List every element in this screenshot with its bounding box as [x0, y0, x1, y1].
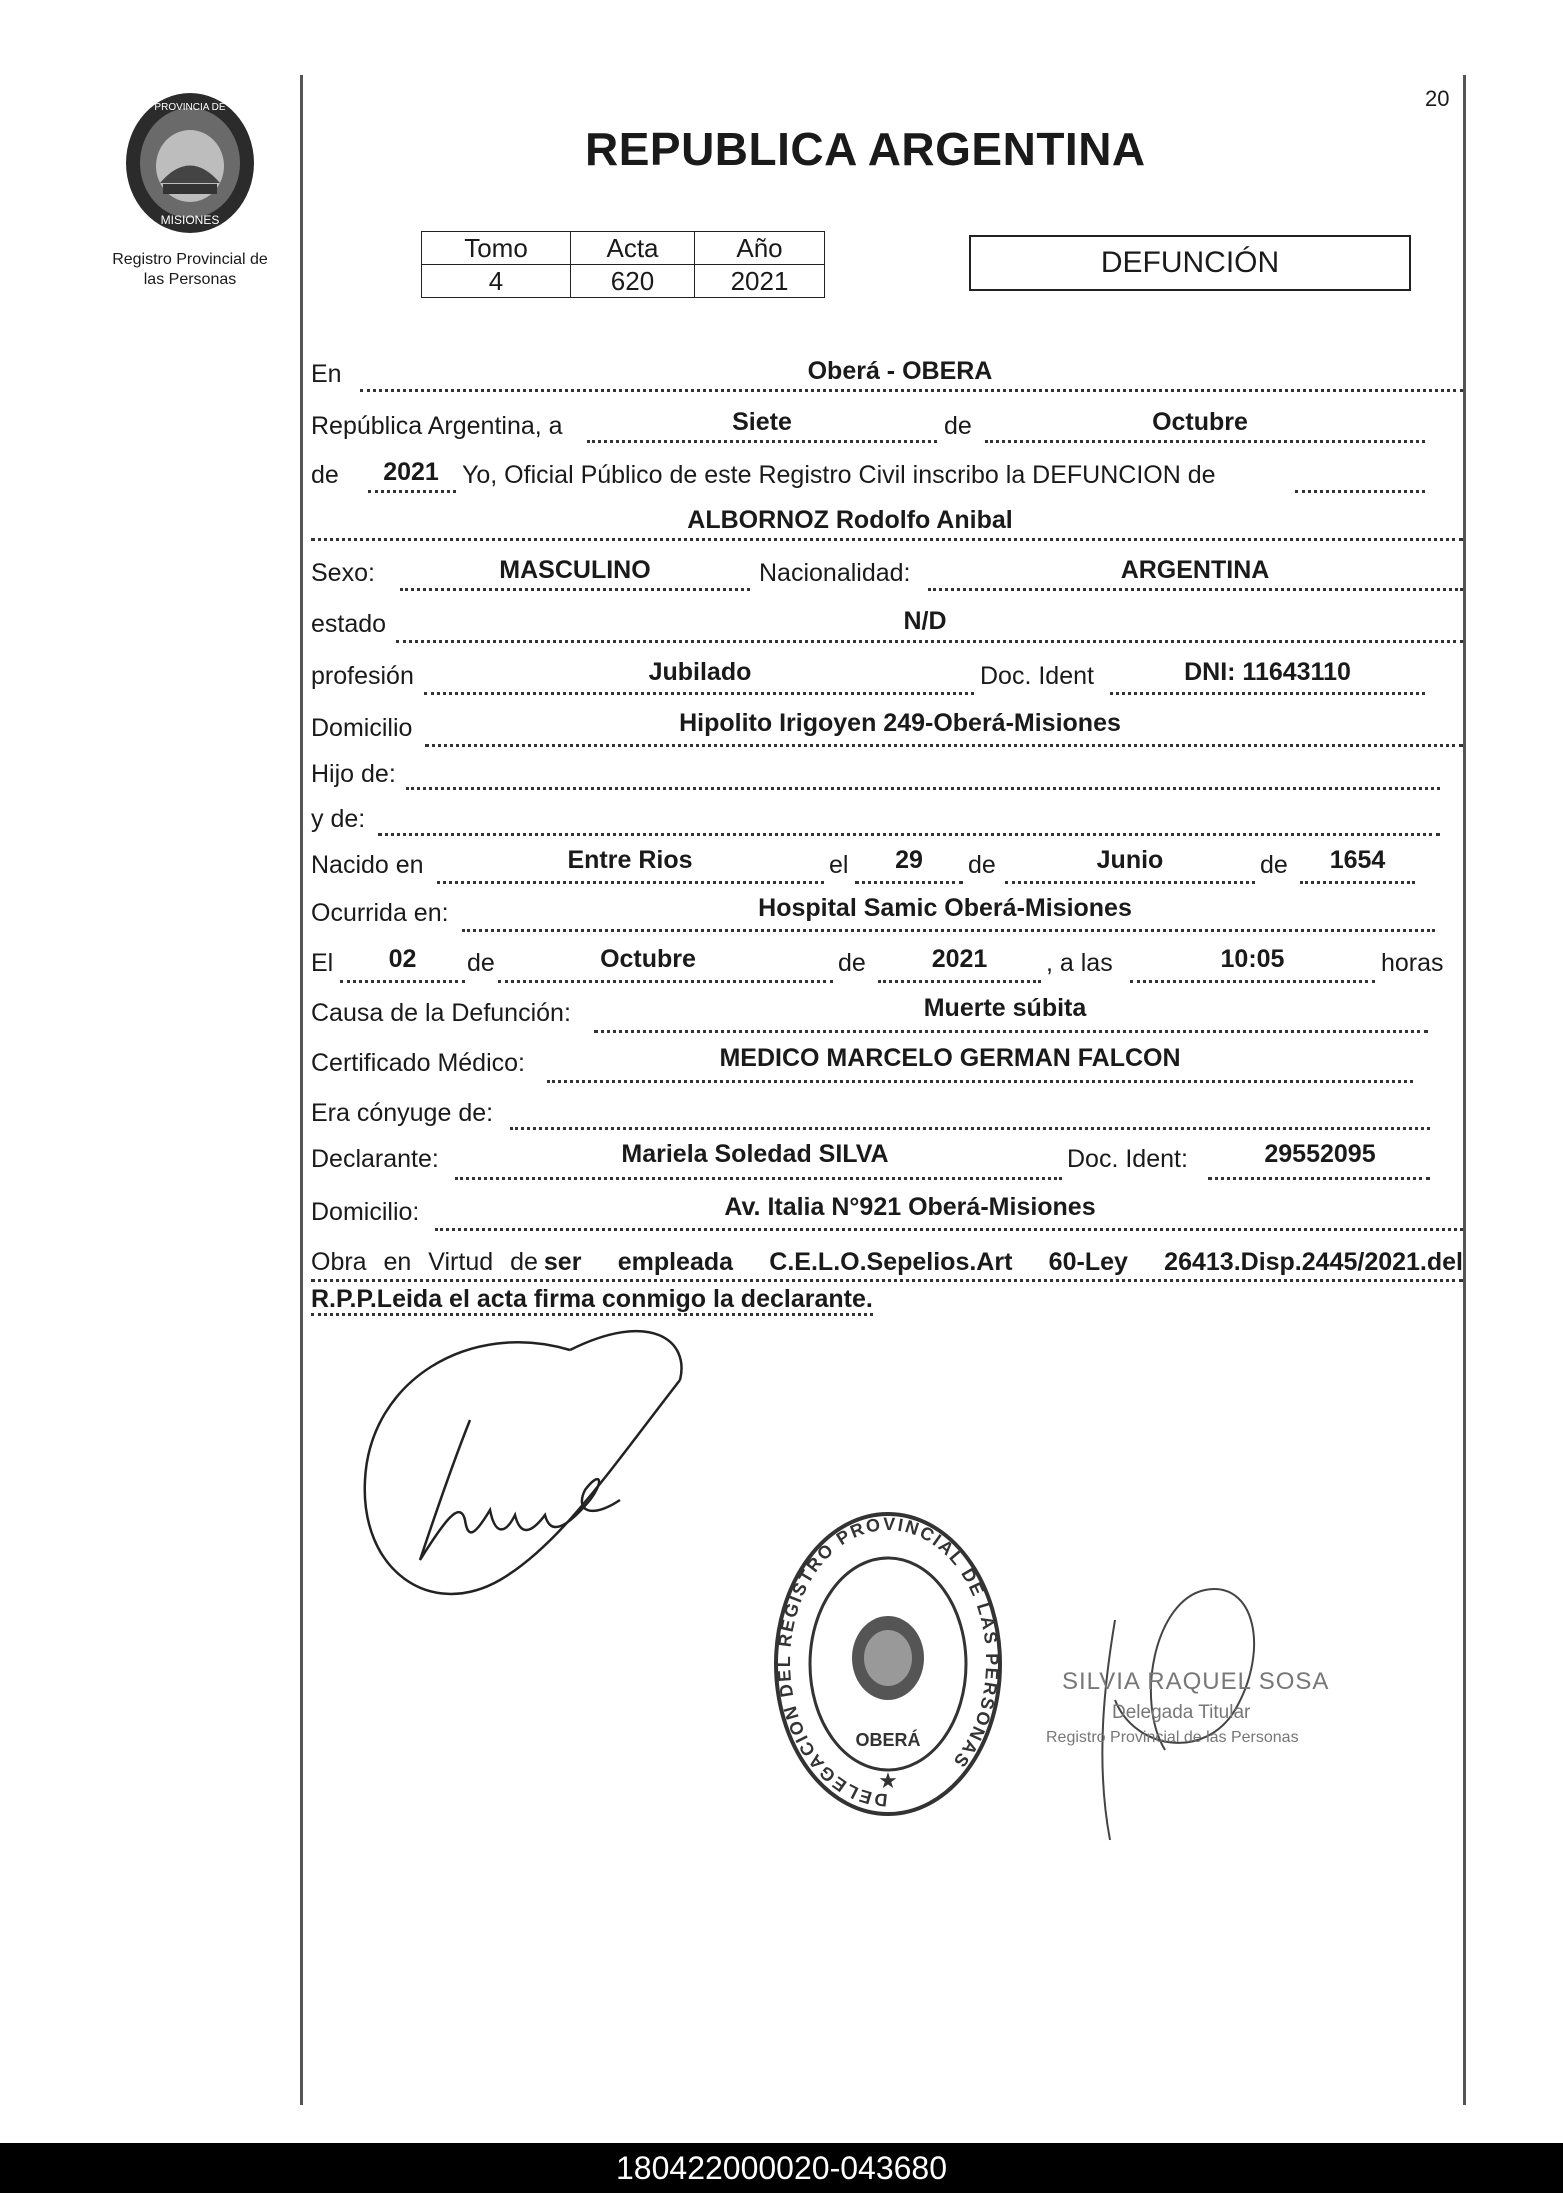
label-de: de: [838, 949, 866, 977]
dots: [587, 440, 937, 443]
value-fall-mes: Octubre: [600, 945, 696, 973]
dots: [378, 833, 1440, 836]
dots: [406, 787, 1440, 790]
value-lugar: Oberá - OBERA: [807, 357, 993, 385]
label-republica: República Argentina, a: [311, 412, 563, 440]
left-margin-line: [300, 75, 303, 2105]
dots: [368, 490, 456, 493]
value-ocurrida-en: Hospital Samic Oberá-Misiones: [758, 894, 1132, 922]
label-de: de: [944, 412, 972, 440]
svg-text:OBERÁ: OBERÁ: [855, 1730, 921, 1750]
value-fall-dia: 02: [388, 945, 417, 973]
value-dia-letras: Siete: [732, 408, 792, 436]
value-estado: N/D: [903, 607, 947, 635]
label-en: En: [311, 360, 342, 388]
header-acta: Acta: [571, 232, 695, 265]
label-de: de: [467, 949, 495, 977]
page-number: 20: [1425, 86, 1450, 111]
dots: [455, 1177, 1062, 1180]
value-certificado: MEDICO MARCELO GERMAN FALCON: [719, 1044, 1181, 1072]
label-nacido-en: Nacido en: [311, 851, 424, 879]
delegate-org: Registro Provincial de las Personas: [1046, 1729, 1299, 1746]
footer-code: 180422000020-043680: [0, 2143, 1563, 2193]
label-profesion: profesión: [311, 662, 414, 690]
dots: [360, 389, 1463, 392]
value-nombre: ALBORNOZ Rodolfo Anibal: [687, 506, 1013, 534]
label-obra: Obra en Virtud de: [311, 1248, 538, 1276]
value-nacionalidad: ARGENTINA: [1120, 556, 1270, 584]
label-de: de: [1260, 851, 1288, 879]
svg-text:PROVINCIA DE: PROVINCIA DE: [154, 102, 226, 113]
dots: [1130, 980, 1375, 983]
label-conyuge: Era cónyuge de:: [311, 1099, 494, 1127]
dots: [424, 692, 974, 695]
official-stamp: [772, 1508, 1004, 1820]
province-seal-logo: [115, 88, 265, 238]
value-nac-dia: 29: [895, 846, 923, 874]
svg-text:DELEGACION DEL REGISTRO PROVIN: DELEGACION DEL REGISTRO PROVINCIAL DE LAS PERSONAS: [774, 1513, 1003, 1811]
dots: [510, 1127, 1430, 1130]
value-fall-anio: 2021: [931, 945, 988, 973]
value-declarante-doc: 29552095: [1264, 1140, 1376, 1168]
label-y-de: y de:: [311, 805, 366, 833]
dots: [878, 980, 1041, 983]
value-sexo: MASCULINO: [499, 556, 651, 584]
value-causa: Muerte súbita: [923, 994, 1087, 1022]
value-acta: 620: [571, 265, 695, 298]
dots: [437, 881, 824, 884]
label-doc-ident2: Doc. Ident:: [1067, 1145, 1188, 1173]
dots: [498, 980, 833, 983]
dots: [928, 588, 1463, 591]
dots: [1295, 490, 1425, 493]
dots: [855, 881, 963, 884]
value-hora: 10:05: [1220, 945, 1285, 973]
svg-text:★: ★: [878, 1769, 898, 1794]
dots: [435, 1228, 1463, 1231]
value-declarante-domicilio: Av. Italia N°921 Oberá-Misiones: [724, 1193, 1096, 1221]
obra-line-2: [311, 1282, 1463, 1316]
label-hijo-de: Hijo de:: [311, 760, 396, 788]
value-obra-line2: R.P.P.Leida el acta firma conmigo la declarante.: [311, 1285, 873, 1316]
header-tomo: Tomo: [422, 232, 571, 265]
label-a-las: , a las: [1046, 949, 1113, 977]
right-margin-line: [1463, 75, 1466, 2105]
value-nac-mes: Junio: [1096, 846, 1164, 874]
label-ocurrida-en: Ocurrida en:: [311, 899, 449, 927]
label-el-cap: El: [311, 949, 334, 977]
page-title: REPUBLICA ARGENTINA: [585, 123, 1146, 175]
label-doc-ident: Doc. Ident: [980, 662, 1094, 690]
registry-caption: Registro Provincial de las Personas: [112, 251, 268, 288]
value-obra-line1: ser empleada C.E.L.O.Sepelios.Art 60-Ley 26413.Disp.2445/2021.del: [543, 1248, 1463, 1276]
label-certificado: Certificado Médico:: [311, 1049, 525, 1077]
dots: [340, 980, 465, 983]
label-domicilio: Domicilio: [311, 714, 413, 742]
dots: [985, 440, 1425, 443]
dots: [311, 538, 1463, 541]
obra-line-1: [311, 1245, 1463, 1282]
label-declarante: Declarante:: [311, 1145, 439, 1173]
value-declarante: Mariela Soledad SILVA: [621, 1140, 889, 1168]
label-sexo: Sexo:: [311, 559, 375, 587]
value-tomo: 4: [422, 265, 571, 298]
dots: [1208, 1177, 1430, 1180]
value-nac-anio: 1654: [1329, 846, 1386, 874]
dots: [1110, 692, 1425, 695]
value-nacido-en: Entre Rios: [567, 846, 693, 874]
label-horas: horas: [1381, 949, 1444, 977]
dots: [396, 640, 1463, 643]
declarant-signature: [350, 1320, 700, 1640]
dots: [400, 588, 750, 591]
value-anio: 2021: [383, 458, 439, 486]
dots: [547, 1080, 1413, 1083]
label-yo: Yo, Oficial Público de este Registro Civil inscribo la DEFUNCION de: [462, 461, 1216, 489]
dots: [462, 929, 1435, 932]
label-nacionalidad: Nacionalidad:: [759, 559, 911, 587]
header-anio: Año: [695, 232, 825, 265]
record-table: [421, 231, 825, 298]
value-domicilio: Hipolito Irigoyen 249-Oberá-Misiones: [679, 709, 1121, 737]
label-domicilio2: Domicilio:: [311, 1198, 420, 1226]
dots: [1005, 881, 1255, 884]
label-de: de: [968, 851, 996, 879]
dots: [425, 744, 1463, 747]
label-el: el: [829, 851, 849, 879]
svg-text:MISIONES: MISIONES: [160, 213, 220, 227]
dots: [1300, 881, 1415, 884]
obra-paragraph: [311, 1245, 1463, 1316]
delegate-role: Delegada Titular: [1112, 1702, 1251, 1723]
document-type-box: DEFUNCIÓN: [969, 235, 1411, 291]
value-mes: Octubre: [1152, 408, 1248, 436]
label-causa: Causa de la Defunción:: [311, 999, 571, 1027]
dots: [594, 1030, 1428, 1033]
value-doc-ident: DNI: 11643110: [1184, 658, 1351, 686]
label-estado: estado: [311, 610, 387, 638]
delegate-name: SILVIA RAQUEL SOSA: [1062, 1668, 1330, 1695]
label-de: de: [311, 461, 339, 489]
value-profesion: Jubilado: [648, 658, 752, 686]
value-anio: 2021: [695, 265, 825, 298]
